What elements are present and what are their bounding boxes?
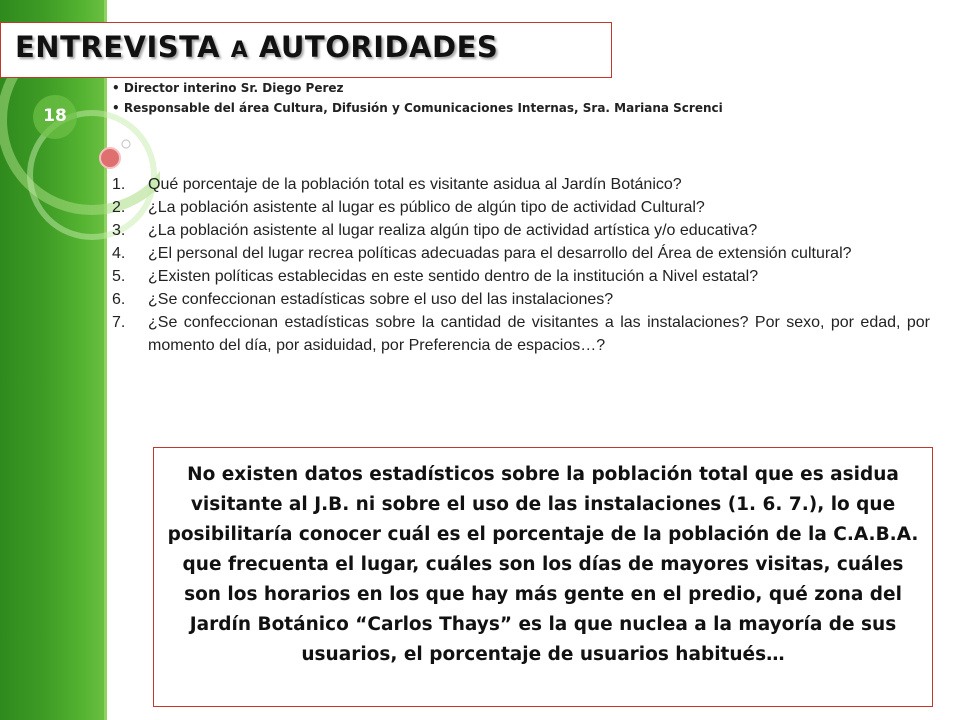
question-number: 3.	[112, 222, 126, 239]
question-text: ¿La población asistente al lugar realiza algún tipo de actividad artística y/o educativa?	[148, 222, 758, 239]
question-item	[112, 242, 930, 265]
question-item	[112, 173, 930, 196]
question-item	[112, 196, 930, 219]
title-end: AUTORIDADES	[248, 30, 499, 64]
question-number: 7.	[112, 314, 126, 331]
question-number: 6.	[112, 291, 126, 308]
question-number: 4.	[112, 245, 126, 262]
question-item	[112, 219, 930, 242]
title-box	[0, 22, 612, 78]
page-title	[15, 30, 498, 64]
interviewee-list	[112, 78, 723, 118]
question-text: Qué porcentaje de la población total es visitante asidua al Jardín Botánico?	[148, 176, 682, 193]
slide-number: 18	[43, 106, 67, 126]
answer-text: No existen datos estadísticos sobre la población total que es asidua visitante al J.B. ni sobre el uso de las instalaciones (1. 6. 7.), lo que posibilitaría conocer cuál es el porcentaje de la población de la C.A.B.A. que frecuenta el lugar, cuáles son los días de mayores visitas, cuáles son los horarios en los que hay más gente en el predio, qué zona del Jardín Botánico “Carlos Thays” es la que nuclea a la mayoría de sus usuarios, el porcentaje de usuarios habitués…	[167, 464, 919, 665]
question-item	[112, 265, 930, 288]
question-item	[112, 288, 930, 311]
question-text: ¿La población asistente al lugar es público de algún tipo de actividad Cultural?	[148, 199, 705, 216]
interviewee-item: • Responsable del área Cultura, Difusión y Comunicaciones Internas, Sra. Mariana Screnci	[112, 98, 723, 118]
question-text: ¿Se confeccionan estadísticas sobre la cantidad de visitantes a las instalaciones? Por sexo, por edad, por momento del día, por asiduidad, por Preferencia de espacios…?	[148, 314, 930, 354]
small-ring-dot	[122, 140, 130, 148]
question-number: 1.	[112, 176, 126, 193]
question-number: 5.	[112, 268, 126, 285]
interviewee-item: • Director interino Sr. Diego Perez	[112, 78, 723, 98]
question-text: ¿Se confeccionan estadísticas sobre el uso del las instalaciones?	[148, 291, 614, 308]
pink-dot	[100, 148, 120, 168]
question-item	[112, 311, 930, 357]
question-text: ¿El personal del lugar recrea políticas adecuadas para el desarrollo del Área de extensión cultural?	[148, 245, 852, 262]
question-number: 2.	[112, 199, 126, 216]
title-main: ENTREVISTA	[15, 30, 231, 64]
question-text: ¿Existen políticas establecidas en este sentido dentro de la institución a Nivel estatal?	[148, 268, 759, 285]
answer-box	[153, 447, 933, 707]
title-small: A	[230, 38, 249, 63]
question-list	[112, 173, 930, 357]
